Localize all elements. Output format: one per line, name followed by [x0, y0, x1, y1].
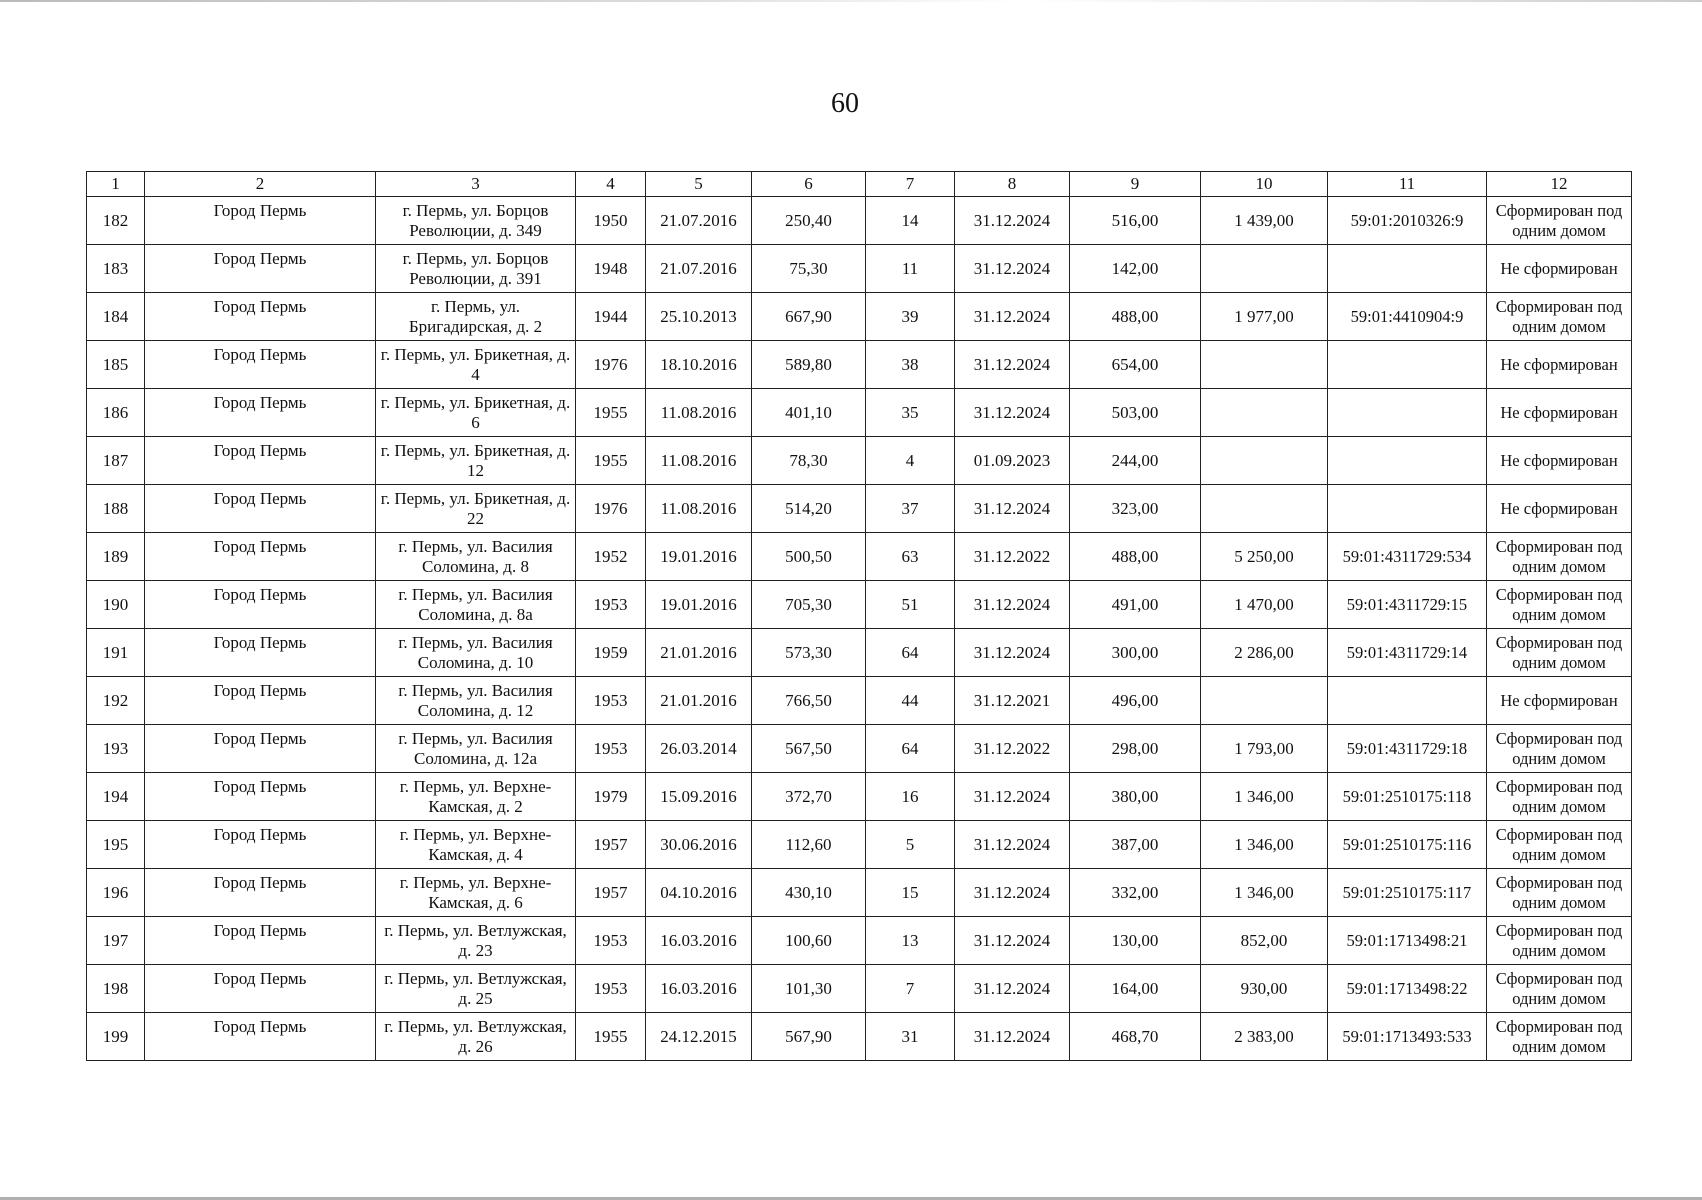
table-row — [87, 821, 1632, 869]
deadline-cell: 01.09.2023 — [955, 437, 1070, 485]
column-7-cell: 64 — [866, 629, 955, 677]
column-9-cell: 300,00 — [1070, 629, 1201, 677]
area-cell: 705,30 — [752, 581, 866, 629]
date-cell: 18.10.2016 — [646, 341, 752, 389]
date-cell: 16.03.2016 — [646, 965, 752, 1013]
area-cell: 567,50 — [752, 725, 866, 773]
row-number-cell: 184 — [87, 293, 145, 341]
address-cell: г. Пермь, ул. Брикетная, д. 6 — [376, 389, 576, 437]
status-cell: Сформирован под одним домом — [1487, 869, 1632, 917]
date-cell: 11.08.2016 — [646, 437, 752, 485]
cadastral-number-cell: 59:01:4311729:18 — [1328, 725, 1487, 773]
municipality-cell: Город Пермь — [145, 677, 376, 725]
column-9-cell: 244,00 — [1070, 437, 1201, 485]
cadastral-number-cell: 59:01:2010326:9 — [1328, 197, 1487, 245]
cadastral-number-cell: 59:01:2510175:117 — [1328, 869, 1487, 917]
build-year-cell: 1944 — [576, 293, 646, 341]
table-row — [87, 581, 1632, 629]
area-cell: 567,90 — [752, 1013, 866, 1061]
status-cell: Не сформирован — [1487, 677, 1632, 725]
row-number-cell: 186 — [87, 389, 145, 437]
status-cell: Сформирован под одним домом — [1487, 629, 1632, 677]
address-cell: г. Пермь, ул. Ветлужская, д. 25 — [376, 965, 576, 1013]
build-year-cell: 1955 — [576, 389, 646, 437]
build-year-cell: 1957 — [576, 821, 646, 869]
date-cell: 11.08.2016 — [646, 389, 752, 437]
column-9-cell: 654,00 — [1070, 341, 1201, 389]
land-area-cell: 1 346,00 — [1201, 773, 1328, 821]
deadline-cell: 31.12.2024 — [955, 197, 1070, 245]
column-7-cell: 38 — [866, 341, 955, 389]
column-header-10: 10 — [1201, 172, 1328, 197]
column-header-5: 5 — [646, 172, 752, 197]
build-year-cell: 1953 — [576, 677, 646, 725]
municipality-cell: Город Пермь — [145, 581, 376, 629]
table-row — [87, 1013, 1632, 1061]
land-area-cell — [1201, 341, 1328, 389]
date-cell: 16.03.2016 — [646, 917, 752, 965]
municipality-cell: Город Пермь — [145, 245, 376, 293]
column-header-7: 7 — [866, 172, 955, 197]
status-cell: Сформирован под одним домом — [1487, 965, 1632, 1013]
column-9-cell: 332,00 — [1070, 869, 1201, 917]
municipality-cell: Город Пермь — [145, 437, 376, 485]
area-cell: 401,10 — [752, 389, 866, 437]
build-year-cell: 1953 — [576, 581, 646, 629]
build-year-cell: 1955 — [576, 1013, 646, 1061]
deadline-cell: 31.12.2024 — [955, 965, 1070, 1013]
column-9-cell: 488,00 — [1070, 293, 1201, 341]
column-7-cell: 37 — [866, 485, 955, 533]
municipality-cell: Город Пермь — [145, 485, 376, 533]
build-year-cell: 1953 — [576, 917, 646, 965]
area-cell: 500,50 — [752, 533, 866, 581]
column-7-cell: 16 — [866, 773, 955, 821]
area-cell: 75,30 — [752, 245, 866, 293]
deadline-cell: 31.12.2022 — [955, 725, 1070, 773]
cadastral-number-cell: 59:01:4311729:15 — [1328, 581, 1487, 629]
status-cell: Сформирован под одним домом — [1487, 725, 1632, 773]
table-row — [87, 629, 1632, 677]
land-area-cell: 1 346,00 — [1201, 821, 1328, 869]
date-cell: 21.07.2016 — [646, 197, 752, 245]
municipality-cell: Город Пермь — [145, 917, 376, 965]
status-cell: Сформирован под одним домом — [1487, 197, 1632, 245]
address-cell: г. Пермь, ул. Борцов Революции, д. 349 — [376, 197, 576, 245]
row-number-cell: 194 — [87, 773, 145, 821]
row-number-cell: 182 — [87, 197, 145, 245]
land-area-cell: 5 250,00 — [1201, 533, 1328, 581]
status-cell: Сформирован под одним домом — [1487, 917, 1632, 965]
cadastral-number-cell: 59:01:1713498:22 — [1328, 965, 1487, 1013]
area-cell: 573,30 — [752, 629, 866, 677]
date-cell: 11.08.2016 — [646, 485, 752, 533]
column-header-11: 11 — [1328, 172, 1487, 197]
table-row — [87, 437, 1632, 485]
cadastral-number-cell — [1328, 389, 1487, 437]
table-row — [87, 389, 1632, 437]
date-cell: 30.06.2016 — [646, 821, 752, 869]
address-cell: г. Пермь, ул. Василия Соломина, д. 12 — [376, 677, 576, 725]
build-year-cell: 1953 — [576, 725, 646, 773]
cadastral-number-cell: 59:01:1713493:533 — [1328, 1013, 1487, 1061]
municipality-cell: Город Пермь — [145, 341, 376, 389]
table-row — [87, 965, 1632, 1013]
table-row — [87, 485, 1632, 533]
table-row — [87, 245, 1632, 293]
row-number-cell: 185 — [87, 341, 145, 389]
column-header-12: 12 — [1487, 172, 1632, 197]
build-year-cell: 1948 — [576, 245, 646, 293]
cadastral-number-cell: 59:01:4311729:534 — [1328, 533, 1487, 581]
status-cell: Не сформирован — [1487, 389, 1632, 437]
table-row — [87, 773, 1632, 821]
address-cell: г. Пермь, ул. Верхне-Камская, д. 6 — [376, 869, 576, 917]
row-number-cell: 192 — [87, 677, 145, 725]
table-row — [87, 533, 1632, 581]
row-number-cell: 188 — [87, 485, 145, 533]
status-cell: Не сформирован — [1487, 341, 1632, 389]
column-7-cell: 31 — [866, 1013, 955, 1061]
column-header-1: 1 — [87, 172, 145, 197]
area-cell: 78,30 — [752, 437, 866, 485]
status-cell: Сформирован под одним домом — [1487, 773, 1632, 821]
column-7-cell: 64 — [866, 725, 955, 773]
area-cell: 250,40 — [752, 197, 866, 245]
cadastral-number-cell — [1328, 245, 1487, 293]
build-year-cell: 1952 — [576, 533, 646, 581]
date-cell: 04.10.2016 — [646, 869, 752, 917]
address-cell: г. Пермь, ул. Борцов Революции, д. 391 — [376, 245, 576, 293]
page-number: 60 — [831, 88, 859, 119]
column-7-cell: 4 — [866, 437, 955, 485]
area-cell: 430,10 — [752, 869, 866, 917]
land-area-cell: 1 793,00 — [1201, 725, 1328, 773]
housing-register-table — [86, 171, 1632, 1061]
municipality-cell: Город Пермь — [145, 629, 376, 677]
municipality-cell: Город Пермь — [145, 725, 376, 773]
column-9-cell: 298,00 — [1070, 725, 1201, 773]
build-year-cell: 1976 — [576, 485, 646, 533]
column-9-cell: 130,00 — [1070, 917, 1201, 965]
build-year-cell: 1959 — [576, 629, 646, 677]
cadastral-number-cell: 59:01:1713498:21 — [1328, 917, 1487, 965]
build-year-cell: 1979 — [576, 773, 646, 821]
column-7-cell: 11 — [866, 245, 955, 293]
address-cell: г. Пермь, ул. Василия Соломина, д. 8а — [376, 581, 576, 629]
area-cell: 100,60 — [752, 917, 866, 965]
municipality-cell: Город Пермь — [145, 965, 376, 1013]
land-area-cell — [1201, 245, 1328, 293]
column-7-cell: 7 — [866, 965, 955, 1013]
table-row — [87, 917, 1632, 965]
deadline-cell: 31.12.2024 — [955, 581, 1070, 629]
column-7-cell: 51 — [866, 581, 955, 629]
deadline-cell: 31.12.2021 — [955, 677, 1070, 725]
cadastral-number-cell: 59:01:2510175:116 — [1328, 821, 1487, 869]
date-cell: 15.09.2016 — [646, 773, 752, 821]
row-number-cell: 183 — [87, 245, 145, 293]
status-cell: Сформирован под одним домом — [1487, 581, 1632, 629]
municipality-cell: Город Пермь — [145, 293, 376, 341]
column-7-cell: 15 — [866, 869, 955, 917]
column-header-9: 9 — [1070, 172, 1201, 197]
address-cell: г. Пермь, ул. Брикетная, д. 4 — [376, 341, 576, 389]
column-9-cell: 164,00 — [1070, 965, 1201, 1013]
status-cell: Не сформирован — [1487, 437, 1632, 485]
status-cell: Сформирован под одним домом — [1487, 533, 1632, 581]
column-9-cell: 516,00 — [1070, 197, 1201, 245]
cadastral-number-cell: 59:01:4410904:9 — [1328, 293, 1487, 341]
column-7-cell: 39 — [866, 293, 955, 341]
municipality-cell: Город Пермь — [145, 533, 376, 581]
municipality-cell: Город Пермь — [145, 197, 376, 245]
column-header-8: 8 — [955, 172, 1070, 197]
status-cell: Не сформирован — [1487, 245, 1632, 293]
column-header-6: 6 — [752, 172, 866, 197]
table-row — [87, 725, 1632, 773]
build-year-cell: 1950 — [576, 197, 646, 245]
column-9-cell: 380,00 — [1070, 773, 1201, 821]
date-cell: 19.01.2016 — [646, 581, 752, 629]
address-cell: г. Пермь, ул. Верхне-Камская, д. 4 — [376, 821, 576, 869]
table-row — [87, 341, 1632, 389]
deadline-cell: 31.12.2024 — [955, 773, 1070, 821]
row-number-cell: 198 — [87, 965, 145, 1013]
row-number-cell: 195 — [87, 821, 145, 869]
cadastral-number-cell — [1328, 437, 1487, 485]
address-cell: г. Пермь, ул. Василия Соломина, д. 10 — [376, 629, 576, 677]
date-cell: 24.12.2015 — [646, 1013, 752, 1061]
area-cell: 589,80 — [752, 341, 866, 389]
deadline-cell: 31.12.2024 — [955, 917, 1070, 965]
row-number-cell: 199 — [87, 1013, 145, 1061]
deadline-cell: 31.12.2024 — [955, 389, 1070, 437]
column-9-cell: 491,00 — [1070, 581, 1201, 629]
date-cell: 21.07.2016 — [646, 245, 752, 293]
area-cell: 667,90 — [752, 293, 866, 341]
deadline-cell: 31.12.2024 — [955, 821, 1070, 869]
column-header-4: 4 — [576, 172, 646, 197]
address-cell: г. Пермь, ул. Василия Соломина, д. 12а — [376, 725, 576, 773]
row-number-cell: 196 — [87, 869, 145, 917]
address-cell: г. Пермь, ул. Василия Соломина, д. 8 — [376, 533, 576, 581]
cadastral-number-cell — [1328, 677, 1487, 725]
land-area-cell — [1201, 485, 1328, 533]
date-cell: 21.01.2016 — [646, 677, 752, 725]
column-7-cell: 13 — [866, 917, 955, 965]
land-area-cell: 1 470,00 — [1201, 581, 1328, 629]
cadastral-number-cell — [1328, 485, 1487, 533]
deadline-cell: 31.12.2024 — [955, 293, 1070, 341]
row-number-cell: 193 — [87, 725, 145, 773]
column-7-cell: 63 — [866, 533, 955, 581]
column-7-cell: 14 — [866, 197, 955, 245]
status-cell: Сформирован под одним домом — [1487, 821, 1632, 869]
deadline-cell: 31.12.2024 — [955, 341, 1070, 389]
table-row — [87, 197, 1632, 245]
land-area-cell — [1201, 437, 1328, 485]
land-area-cell: 1 439,00 — [1201, 197, 1328, 245]
table-header-row — [87, 172, 1632, 197]
column-9-cell: 387,00 — [1070, 821, 1201, 869]
column-9-cell: 496,00 — [1070, 677, 1201, 725]
deadline-cell: 31.12.2024 — [955, 1013, 1070, 1061]
row-number-cell: 197 — [87, 917, 145, 965]
build-year-cell: 1976 — [576, 341, 646, 389]
date-cell: 19.01.2016 — [646, 533, 752, 581]
area-cell: 112,60 — [752, 821, 866, 869]
municipality-cell: Город Пермь — [145, 389, 376, 437]
address-cell: г. Пермь, ул. Ветлужская, д. 23 — [376, 917, 576, 965]
date-cell: 25.10.2013 — [646, 293, 752, 341]
build-year-cell: 1955 — [576, 437, 646, 485]
area-cell: 101,30 — [752, 965, 866, 1013]
row-number-cell: 189 — [87, 533, 145, 581]
area-cell: 372,70 — [752, 773, 866, 821]
address-cell: г. Пермь, ул. Бригадирская, д. 2 — [376, 293, 576, 341]
date-cell: 21.01.2016 — [646, 629, 752, 677]
column-7-cell: 35 — [866, 389, 955, 437]
deadline-cell: 31.12.2024 — [955, 485, 1070, 533]
land-area-cell: 2 383,00 — [1201, 1013, 1328, 1061]
column-header-2: 2 — [145, 172, 376, 197]
table-row — [87, 677, 1632, 725]
municipality-cell: Город Пермь — [145, 773, 376, 821]
land-area-cell: 1 977,00 — [1201, 293, 1328, 341]
address-cell: г. Пермь, ул. Верхне-Камская, д. 2 — [376, 773, 576, 821]
column-9-cell: 468,70 — [1070, 1013, 1201, 1061]
table-row — [87, 869, 1632, 917]
row-number-cell: 190 — [87, 581, 145, 629]
row-number-cell: 187 — [87, 437, 145, 485]
area-cell: 766,50 — [752, 677, 866, 725]
status-cell: Сформирован под одним домом — [1487, 293, 1632, 341]
address-cell: г. Пермь, ул. Брикетная, д. 22 — [376, 485, 576, 533]
deadline-cell: 31.12.2024 — [955, 869, 1070, 917]
cadastral-number-cell: 59:01:4311729:14 — [1328, 629, 1487, 677]
build-year-cell: 1953 — [576, 965, 646, 1013]
cadastral-number-cell — [1328, 341, 1487, 389]
land-area-cell — [1201, 389, 1328, 437]
land-area-cell — [1201, 677, 1328, 725]
column-7-cell: 5 — [866, 821, 955, 869]
build-year-cell: 1957 — [576, 869, 646, 917]
municipality-cell: Город Пермь — [145, 1013, 376, 1061]
land-area-cell: 930,00 — [1201, 965, 1328, 1013]
row-number-cell: 191 — [87, 629, 145, 677]
deadline-cell: 31.12.2024 — [955, 629, 1070, 677]
status-cell: Не сформирован — [1487, 485, 1632, 533]
land-area-cell: 1 346,00 — [1201, 869, 1328, 917]
column-9-cell: 142,00 — [1070, 245, 1201, 293]
address-cell: г. Пермь, ул. Ветлужская, д. 26 — [376, 1013, 576, 1061]
municipality-cell: Город Пермь — [145, 869, 376, 917]
date-cell: 26.03.2014 — [646, 725, 752, 773]
area-cell: 514,20 — [752, 485, 866, 533]
column-9-cell: 323,00 — [1070, 485, 1201, 533]
address-cell: г. Пермь, ул. Брикетная, д. 12 — [376, 437, 576, 485]
land-area-cell: 2 286,00 — [1201, 629, 1328, 677]
municipality-cell: Город Пермь — [145, 821, 376, 869]
cadastral-number-cell: 59:01:2510175:118 — [1328, 773, 1487, 821]
column-9-cell: 503,00 — [1070, 389, 1201, 437]
column-7-cell: 44 — [866, 677, 955, 725]
deadline-cell: 31.12.2022 — [955, 533, 1070, 581]
column-9-cell: 488,00 — [1070, 533, 1201, 581]
status-cell: Сформирован под одним домом — [1487, 1013, 1632, 1061]
scan-edge-top — [0, 0, 1702, 2]
column-header-3: 3 — [376, 172, 576, 197]
land-area-cell: 852,00 — [1201, 917, 1328, 965]
table-row — [87, 293, 1632, 341]
deadline-cell: 31.12.2024 — [955, 245, 1070, 293]
